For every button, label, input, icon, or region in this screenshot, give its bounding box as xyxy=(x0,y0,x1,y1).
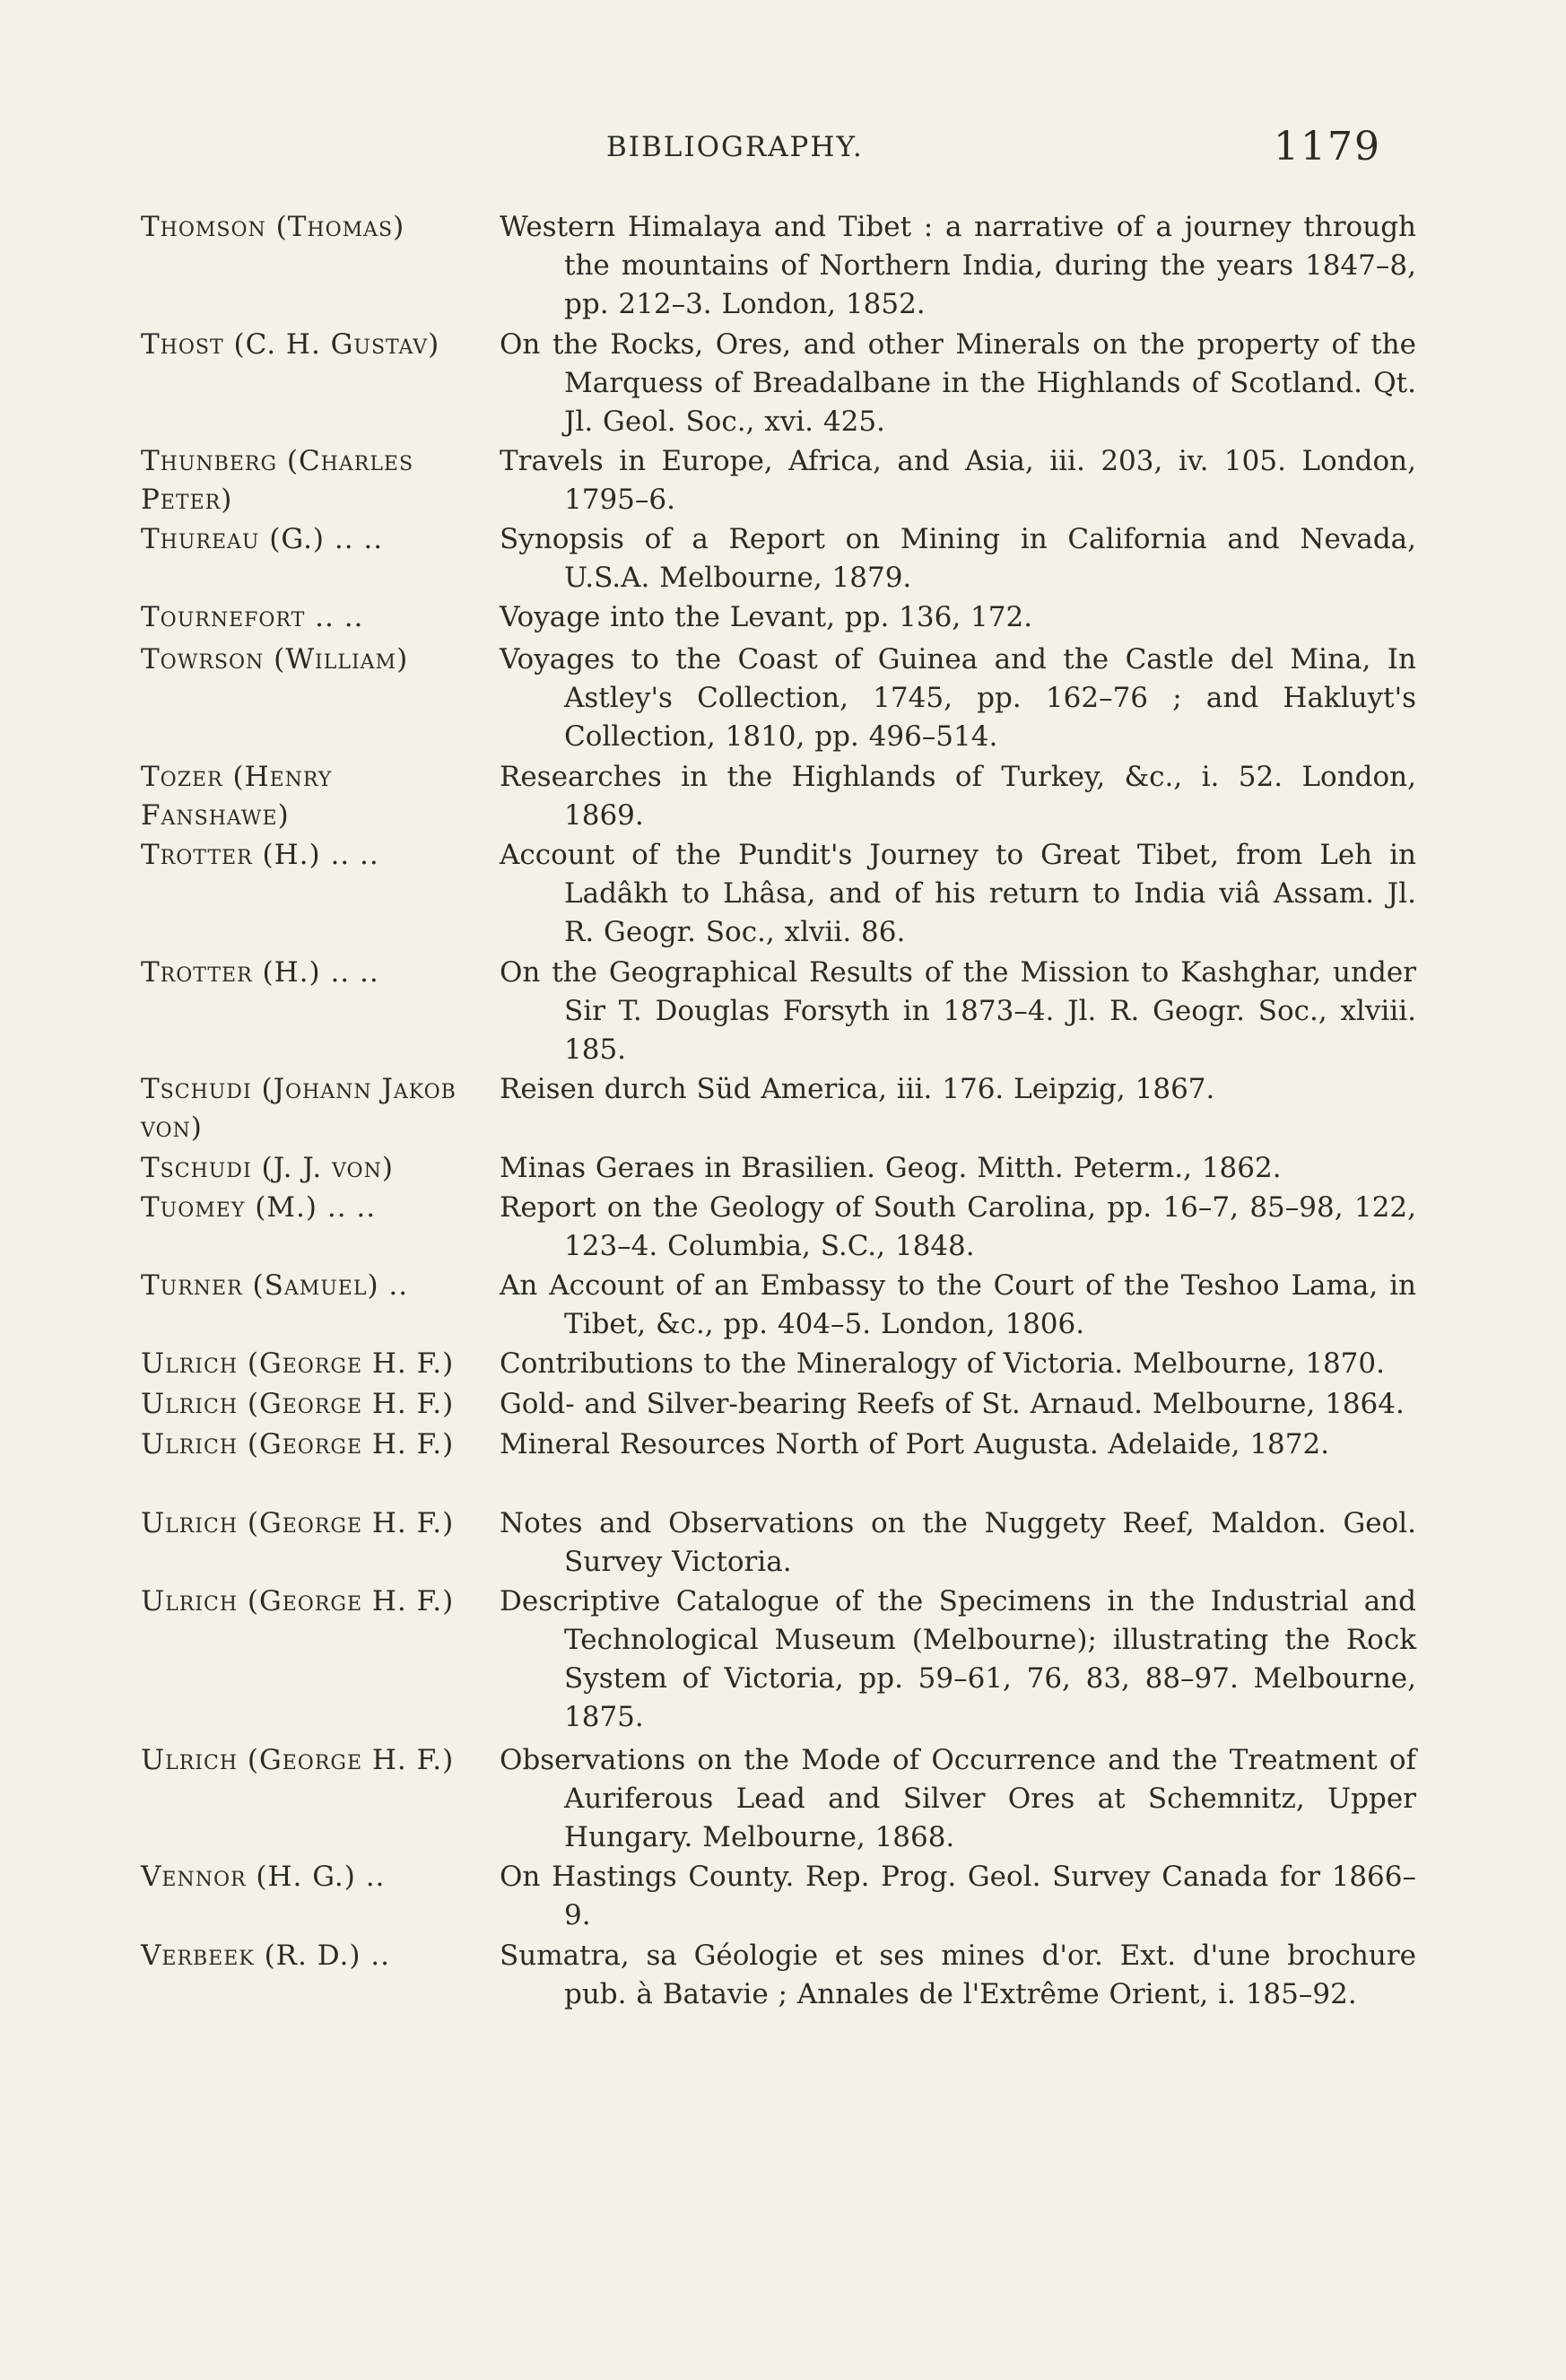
page-header xyxy=(0,124,1566,178)
entry-reference: Account of the Pundit's Journey to Great Tibet, from Leh in Ladâkh to Lhâsa, and of his return to India viâ Assam. Jl. R. Geogr. Soc., xlvii. 86. xyxy=(500,839,1416,948)
entry-author: Ulrich (George H. F.) xyxy=(141,1388,455,1420)
bibliography-entry xyxy=(0,1582,1566,1737)
entry-author: Ulrich (George H. F.) xyxy=(141,1428,455,1460)
entry-author: Ulrich (George H. F.) xyxy=(141,1347,455,1380)
entry-author: Trotter (H.) .. .. xyxy=(141,956,379,989)
entry-reference: An Account of an Embassy to the Court of the Teshoo Lama, in Tibet, &c., pp. 404–5. London, 1806. xyxy=(500,1269,1416,1340)
bibliography-entry xyxy=(0,442,1566,519)
entry-reference: Report on the Geology of South Carolina, pp. 16–7, 85–98, 122, 123–4. Columbia, S.C., 1848. xyxy=(500,1191,1416,1262)
bibliography-entry xyxy=(0,954,1566,1069)
entry-author: Tschudi (J. J. von) xyxy=(141,1152,394,1184)
entry-reference: Voyages to the Coast of Guinea and the Castle del Mina, In Astley's Collection, 1745, pp. 162–76 ; and Hakluyt's Collection, 1810, pp. 496–514. xyxy=(500,643,1416,753)
entry-reference: Reisen durch Süd America, iii. 176. Leipzig, 1867. xyxy=(500,1073,1215,1105)
running-title: BIBLIOGRAPHY. xyxy=(606,131,864,163)
entry-reference: On the Geographical Results of the Mission to Kashghar, under Sir T. Douglas Forsyth in 1873–4. Jl. R. Geogr. Soc., xlviii. 185. xyxy=(500,956,1416,1066)
page-number: 1179 xyxy=(1274,124,1381,170)
bibliography-list xyxy=(0,208,1566,2014)
entry-reference: Observations on the Mode of Occurrence and the Treatment of Auriferous Lead and Silver Ores at Schemnitz, Upper Hungary. Melbourne, 1868. xyxy=(500,1744,1416,1853)
entry-reference: Voyage into the Levant, pp. 136, 172. xyxy=(500,601,1033,633)
bibliography-entry xyxy=(0,1149,1566,1188)
bibliography-entry xyxy=(0,836,1566,952)
entry-reference: Mineral Resources North of Port Augusta. Adelaide, 1872. xyxy=(500,1428,1330,1460)
bibliography-entry xyxy=(0,326,1566,441)
entry-author: Ulrich (George H. F.) xyxy=(141,1744,455,1776)
bibliography-entry xyxy=(0,1741,1566,1857)
entry-reference: Gold- and Silver-bearing Reefs of St. Arnaud. Melbourne, 1864. xyxy=(500,1388,1405,1420)
entry-author: Thomson (Thomas) xyxy=(141,211,405,243)
entry-reference: Minas Geraes in Brasilien. Geog. Mitth. Peterm., 1862. xyxy=(500,1152,1282,1184)
entry-reference: Notes and Observations on the Nuggety Reef, Maldon. Geol. Survey Victoria. xyxy=(500,1507,1416,1578)
entry-author: Tournefort .. .. xyxy=(141,601,364,633)
bibliography-entry xyxy=(0,1858,1566,1935)
entry-author: Trotter (H.) .. .. xyxy=(141,839,379,871)
entry-author: Thunberg (Charles Peter) xyxy=(141,445,414,516)
entry-author: Ulrich (George H. F.) xyxy=(141,1507,455,1539)
entry-author: Ulrich (George H. F.) xyxy=(141,1585,455,1617)
bibliography-entry xyxy=(0,1425,1566,1503)
entry-reference: Descriptive Catalogue of the Specimens in the Industrial and Technological Museum (Melbourne); illustrating the Rock System of Victoria, pp. 59–61, 76, 83, 88–97. Melbourne, 1875. xyxy=(500,1585,1416,1733)
entry-author: Tozer (Henry Fanshawe) xyxy=(141,761,333,832)
bibliography-entry xyxy=(0,1385,1566,1424)
entry-reference: On the Rocks, Ores, and other Minerals on the property of the Marquess of Breadalbane in the Highlands of Scotland. Qt. Jl. Geol. Soc., xvi. 425. xyxy=(500,328,1416,438)
entry-author: Thost (C. H. Gustav) xyxy=(141,328,440,361)
bibliography-entry xyxy=(0,520,1566,597)
entry-reference: Contributions to the Mineralogy of Victoria. Melbourne, 1870. xyxy=(500,1347,1385,1380)
entry-reference: Sumatra, sa Géologie et ses mines d'or. Ext. d'une brochure pub. à Batavie ; Annales de l'Extrême Orient, i. 185–92. xyxy=(500,1940,1416,2010)
bibliography-entry xyxy=(0,1070,1566,1147)
bibliography-entry xyxy=(0,208,1566,324)
bibliography-entry xyxy=(0,1267,1566,1344)
entry-reference: Western Himalaya and Tibet : a narrative of a journey through the mountains of Northern India, during the years 1847–8, pp. 212–3. London, 1852. xyxy=(500,211,1416,320)
bibliography-entry xyxy=(0,1937,1566,2014)
entry-author: Vennor (H. G.) .. xyxy=(141,1861,386,1893)
entry-reference: Travels in Europe, Africa, and Asia, iii. 203, iv. 105. London, 1795–6. xyxy=(500,445,1416,516)
bibliography-entry xyxy=(0,758,1566,835)
entry-reference: Synopsis of a Report on Mining in California and Nevada, U.S.A. Melbourne, 1879. xyxy=(500,523,1416,594)
entry-reference: On Hastings County. Rep. Prog. Geol. Survey Canada for 1866–9. xyxy=(500,1861,1416,1931)
bibliography-entry xyxy=(0,1504,1566,1582)
bibliography-entry xyxy=(0,1345,1566,1383)
entry-author: Tschudi (Johann Jakob von) xyxy=(141,1073,457,1144)
bibliography-entry xyxy=(0,1189,1566,1266)
bibliography-entry xyxy=(0,598,1566,637)
entry-author: Verbeek (R. D.) .. xyxy=(141,1940,390,1972)
entry-author: Tuomey (M.) .. .. xyxy=(141,1191,377,1224)
entry-author: Towrson (William) xyxy=(141,643,409,676)
entry-author: Turner (Samuel) .. xyxy=(141,1269,409,1302)
entry-author: Thureau (G.) .. .. xyxy=(141,523,384,555)
bibliography-entry xyxy=(0,641,1566,756)
entry-reference: Researches in the Highlands of Turkey, &c., i. 52. London, 1869. xyxy=(500,761,1416,832)
